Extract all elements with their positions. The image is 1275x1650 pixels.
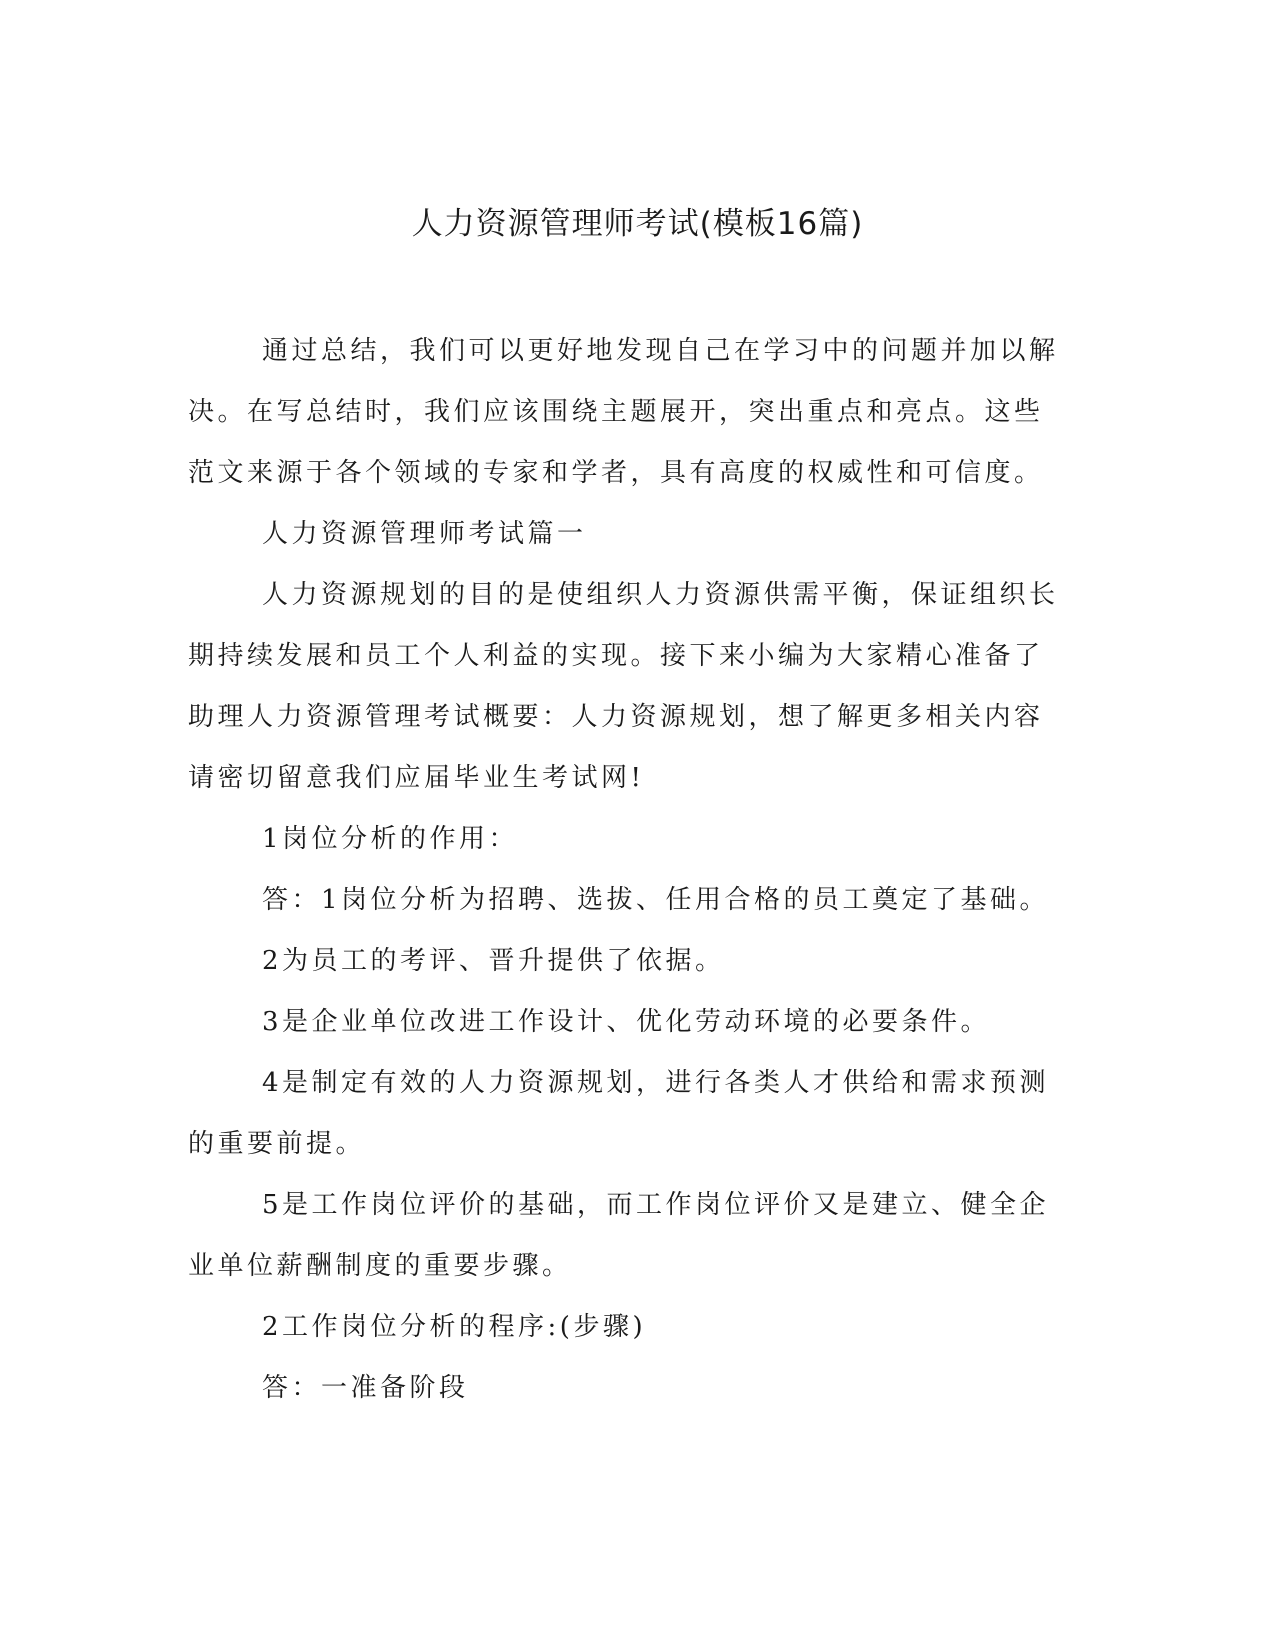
question-heading: 1岗位分析的作用： — [262, 824, 519, 854]
document-title: 人力资源管理师考试(模板16篇) — [411, 206, 864, 242]
body-paragraph: 人力资源规划的目的是使组织人力资源供需平衡，保证组织长期持续发展和员工个人利益的实现。接下来小编为大家精心准备了助理人力资源管理考试概要：人力资源规划，想了解更多相关内容请密切留意我们应届毕业生考试网! — [188, 580, 1059, 793]
section-heading: 人力资源管理师考试篇一 — [262, 519, 587, 549]
question-heading: 2工作岗位分析的程序:(步骤) — [262, 1312, 647, 1342]
answer-item: 2为员工的考评、晋升提供了依据。 — [262, 946, 725, 976]
document-body — [188, 321, 1068, 1419]
answer-item: 3是企业单位改进工作设计、优化劳动环境的必要条件。 — [262, 1007, 991, 1037]
answer-item: 答：1岗位分析为招聘、选拔、任用合格的员工奠定了基础。 — [262, 885, 1050, 915]
answer-item: 4是制定有效的人力资源规划，进行各类人才供给和需求预测的重要前提。 — [188, 1068, 1050, 1159]
intro-paragraph: 通过总结，我们可以更好地发现自己在学习中的问题并加以解决。在写总结时，我们应该围绕主题展开，突出重点和亮点。这些范文来源于各个领域的专家和学者，具有高度的权威性和可信度。 — [188, 336, 1059, 488]
answer-item: 答：一准备阶段 — [262, 1373, 469, 1403]
answer-item: 5是工作岗位评价的基础，而工作岗位评价又是建立、健全企业单位薪酬制度的重要步骤。 — [188, 1190, 1050, 1281]
